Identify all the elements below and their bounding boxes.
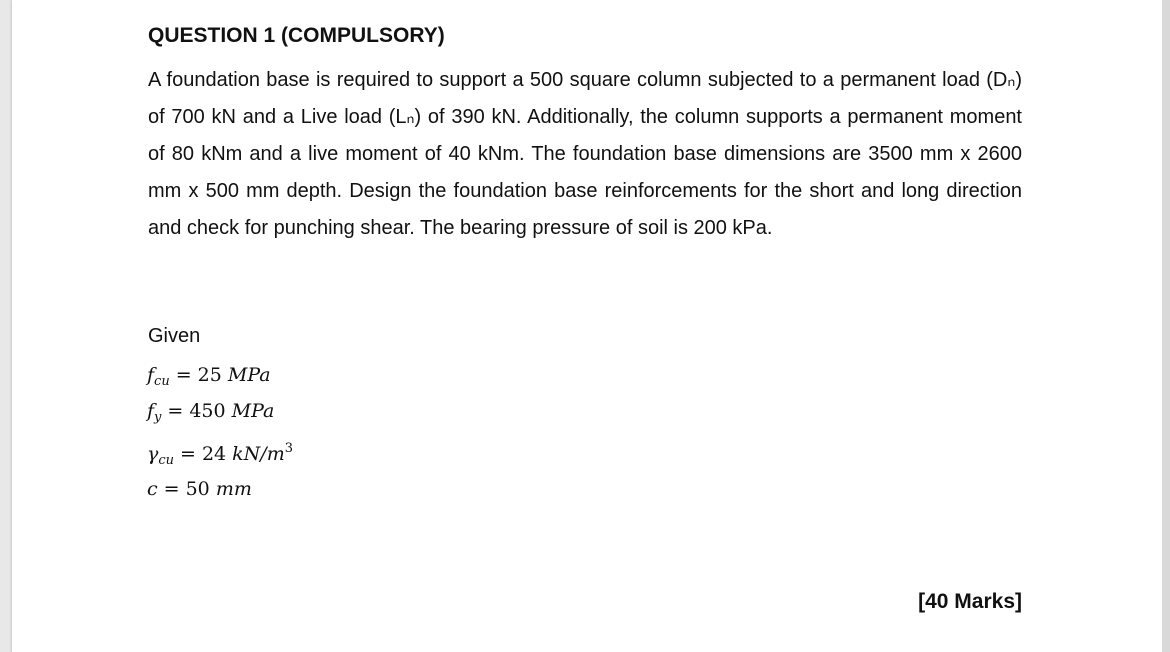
page-edge-shadow — [1162, 0, 1170, 652]
fy-value: 450 — [189, 400, 226, 422]
gamma-cu-symbol: γ — [147, 443, 159, 465]
given-gamma-cu — [147, 441, 293, 468]
given-heading: Given — [148, 325, 201, 347]
fcu-subscript: cu — [154, 374, 170, 389]
fcu-value: 25 — [197, 364, 222, 386]
question-body: A foundation base is required to support a 500 square column subjected to a permanent load (Dₙ) of 700 kN and a Live load (Lₙ) of 390 kN. Additionally, the column supports a permanent moment of 80 kNm and a live moment of 40 kNm. The foundation base dimensions are 3500 mm x 2600 mm x 500 mm depth. Design the foundation base reinforcements for the short and long direction and check for punching shear. The bearing pressure of soil is 200 kPa. — [148, 69, 1022, 239]
gamma-cu-unit-exponent: 3 — [284, 441, 294, 456]
fy-subscript: y — [154, 410, 162, 425]
cover-equals: = — [163, 478, 180, 500]
given-cover — [147, 478, 252, 500]
gamma-cu-unit: kN/m — [232, 443, 285, 465]
gamma-cu-subscript: cu — [158, 453, 175, 468]
gamma-cu-value: 24 — [201, 443, 227, 465]
fcu-equals: = — [175, 364, 192, 386]
given-fy — [147, 400, 274, 425]
fcu-unit: MPa — [227, 364, 271, 386]
fy-symbol: f — [147, 400, 155, 422]
gamma-cu-equals: = — [180, 443, 196, 465]
cover-unit: mm — [215, 478, 252, 500]
fcu-symbol: f — [147, 364, 155, 386]
question-title: QUESTION 1 (COMPULSORY) — [148, 24, 445, 47]
cover-value: 50 — [185, 478, 210, 500]
fy-unit: MPa — [231, 400, 275, 422]
marks-label: [40 Marks] — [918, 590, 1022, 613]
given-fcu — [147, 364, 271, 389]
cover-symbol: c — [147, 478, 158, 500]
fy-equals: = — [167, 400, 184, 422]
